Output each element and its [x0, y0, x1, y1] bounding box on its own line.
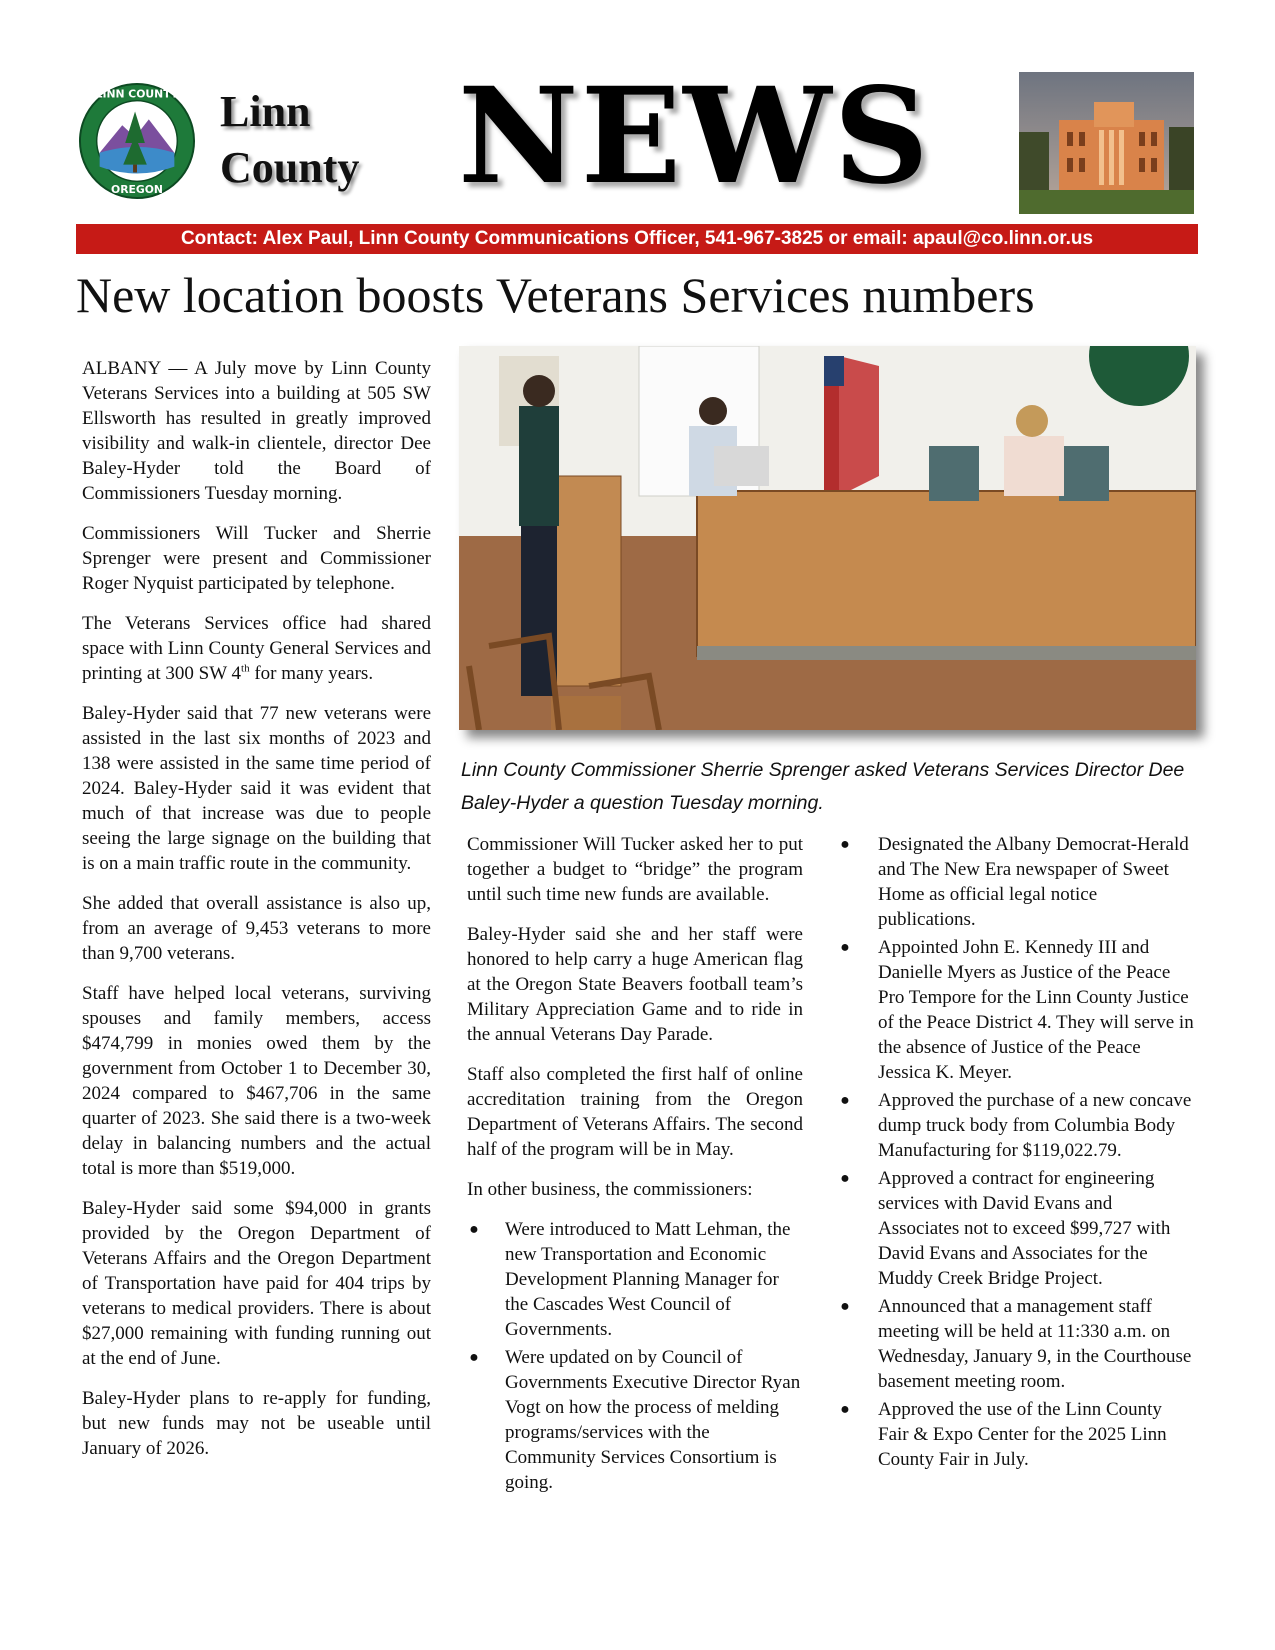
bullet-icon: ●: [840, 1092, 850, 1109]
business-list: [467, 1217, 803, 1495]
bullet-icon: ●: [469, 1349, 479, 1366]
article-column-3: [838, 832, 1194, 1475]
bullet-icon: ●: [840, 1170, 850, 1187]
list-item-text: Approved the use of the Linn County Fair & Expo Center for the 2025 Linn County Fair in July.: [878, 1399, 1167, 1470]
list-item-text: Designated the Albany Democrat-Herald and The New Era newspaper of Sweet Home as official legal notice publications.: [878, 834, 1189, 930]
county-line2: County: [220, 143, 360, 192]
commissioners-meeting-photo-icon: [459, 346, 1196, 730]
list-item: [838, 1397, 1194, 1472]
paragraph: Staff have helped local veterans, surviving spouses and family members, access $474,799 in monies owed them by the government from October 1 to December 30, 2024 compared to $467,706 in the same quarter of 2023. She said there is a two-week delay in balancing numbers and the actual total is more than $519,000.: [82, 983, 431, 1179]
paragraph: [82, 611, 431, 686]
list-item-text: Approved the purchase of a new concave dump truck body from Columbia Body Manufacturing for $119,022.79.: [878, 1090, 1192, 1161]
courthouse-photo-icon: [1019, 72, 1194, 214]
paragraph-text: The Veterans Services office had shared space with Linn County General Services and printing at 300 SW 4: [82, 613, 431, 684]
paragraph: Baley-Hyder said some $94,000 in grants provided by the Oregon Department of Veterans Affairs and the Oregon Department of Transportation have paid for 404 trips by veterans to medical providers. There is about $27,000 remaining with funding running out at the end of June.: [82, 1198, 431, 1369]
list-item-text: Approved a contract for engineering services with David Evans and Associates not to exceed $99,727 with David Evans and Associates for the Muddy Creek Bridge Project.: [878, 1168, 1171, 1289]
svg-text:LINN COUNTY: LINN COUNTY: [95, 87, 179, 101]
ordinal-suffix: th: [241, 662, 250, 675]
list-item: [838, 1166, 1194, 1291]
paragraph: Baley-Hyder said that 77 new veterans were assisted in the last six months of 2023 and 138 were assisted in the same time period of 2024. Baley-Hyder said it was evident that much of that increase was due to people seeing the large signage on the building that is on a main traffic route in the community.: [82, 703, 431, 874]
bullet-icon: ●: [840, 1298, 850, 1315]
list-item: [838, 1088, 1194, 1163]
bullet-icon: ●: [840, 939, 850, 956]
county-line1: Linn: [220, 87, 311, 136]
paragraph-text: for many years.: [249, 663, 374, 684]
list-item: [838, 935, 1194, 1085]
list-item: [838, 1294, 1194, 1394]
article-headline: New location boosts Veterans Services numbers: [76, 267, 1035, 323]
article-column-2: [467, 832, 803, 1498]
list-item-text: Were updated on by Council of Governments Executive Director Ryan Vogt on how the process of melding programs/services with the Community Services Consortium is going.: [505, 1347, 801, 1493]
contact-bar: Contact: Alex Paul, Linn County Communications Officer, 541-967-3825 or email: apaul@co.linn.or.us: [76, 224, 1198, 254]
list-item: [838, 832, 1194, 932]
article-column-1: [82, 356, 431, 1476]
photo-caption: Linn County Commissioner Sherrie Sprenger asked Veterans Services Director Dee Baley-Hyder a question Tuesday morning.: [461, 759, 1185, 814]
list-item-text: Announced that a management staff meeting will be held at 11:330 a.m. on Wednesday, January 9, in the Courthouse basement meeting room.: [878, 1296, 1192, 1392]
list-item: [467, 1345, 803, 1495]
list-item-text: Were introduced to Matt Lehman, the new Transportation and Economic Development Planning Manager for the Cascades West Council of Governments.: [505, 1219, 791, 1340]
list-item-text: Appointed John E. Kennedy III and Danielle Myers as Justice of the Peace Pro Tempore for the Linn County Justice of the Peace District 4. They will serve in the absence of Justice of the Peace Jessica K. Meyer.: [878, 937, 1194, 1083]
bullet-icon: ●: [840, 836, 850, 853]
county-wordmark: [220, 84, 359, 196]
paragraph: Commissioners Will Tucker and Sherrie Sprenger were present and Commissioner Roger Nyquist participated by telephone.: [82, 523, 431, 594]
paragraph: Baley-Hyder plans to re-apply for funding, but new funds may not be useable until January of 2026.: [82, 1388, 431, 1459]
paragraph: Commissioner Will Tucker asked her to put together a budget to “bridge” the program until such time new funds are available.: [467, 834, 803, 905]
paragraph: In other business, the commissioners:: [467, 1179, 753, 1200]
news-wordmark: NEWS: [458, 59, 931, 214]
list-item: [467, 1217, 803, 1342]
bullet-icon: ●: [469, 1221, 479, 1238]
linn-county-seal-icon: [78, 82, 196, 200]
paragraph: She added that overall assistance is also up, from an average of 9,453 veterans to more than 9,700 veterans.: [82, 893, 431, 964]
paragraph: ALBANY — A July move by Linn County Veterans Services into a building at 505 SW Ellsworth has resulted in greatly improved visibility and walk-in clientele, director Dee Baley-Hyder told the Board of Commissioners Tuesday morning.: [82, 358, 431, 504]
business-list-continued: [838, 832, 1194, 1472]
paragraph: Baley-Hyder said she and her staff were honored to help carry a huge American flag at the Oregon State Beavers football team’s Military Appreciation Game and to ride in the annual Veterans Day Parade.: [467, 924, 803, 1045]
bullet-icon: ●: [840, 1401, 850, 1418]
paragraph: Staff also completed the first half of online accreditation training from the Oregon Department of Veterans Affairs. The second half of the program will be in May.: [467, 1064, 803, 1160]
svg-text:OREGON: OREGON: [111, 183, 163, 197]
